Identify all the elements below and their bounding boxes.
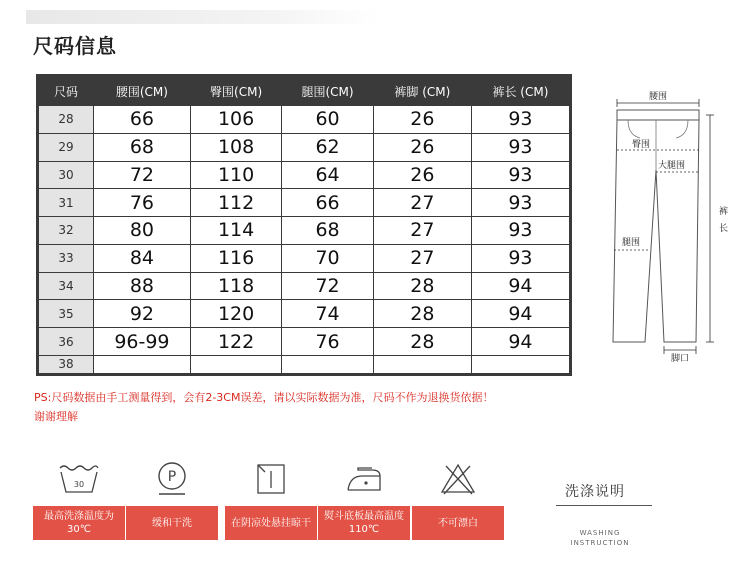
col-header-hem: 裤脚 (CM)	[374, 77, 471, 105]
care-label-hang-dry: 在阴凉处悬挂晾干	[225, 506, 317, 540]
wash-30-icon	[57, 462, 101, 496]
measurement-cell: 94	[472, 328, 569, 355]
measurement-cell	[191, 356, 281, 373]
care-label-iron: 熨斗底板最高温度110℃	[318, 506, 410, 540]
page-title: 尺码信息	[33, 34, 117, 58]
measurement-cell: 93	[472, 189, 569, 216]
measurement-cell: 84	[94, 245, 190, 272]
waist-label: 腰围	[648, 92, 668, 102]
measurement-cell: 28	[374, 273, 471, 300]
size-cell: 28	[39, 106, 93, 133]
top-decor-bar	[26, 10, 378, 24]
size-cell: 38	[39, 356, 93, 373]
measurement-cell: 68	[282, 217, 372, 244]
leg-label: 腿围	[622, 238, 641, 248]
measurement-cell: 106	[191, 106, 281, 133]
length-label-1: 裤	[719, 207, 729, 217]
measurement-cell: 108	[191, 134, 281, 161]
dry-clean-letter: P	[167, 469, 177, 485]
measurement-cell: 72	[282, 273, 372, 300]
measurement-cell: 64	[282, 162, 372, 189]
table-row	[39, 300, 569, 327]
care-item-no-bleach	[412, 460, 504, 540]
washing-title: 洗涤说明	[565, 484, 625, 500]
measurement-cell: 118	[191, 273, 281, 300]
care-label-wash: 最高洗涤温度为30℃	[33, 506, 125, 540]
no-bleach-icon	[438, 462, 478, 496]
care-item-iron	[318, 460, 410, 540]
measurement-cell: 27	[374, 217, 471, 244]
measurement-cell	[472, 356, 569, 373]
table-row	[39, 106, 569, 133]
table-row	[39, 245, 569, 272]
size-cell: 29	[39, 134, 93, 161]
measurement-cell	[374, 356, 471, 373]
size-cell: 34	[39, 273, 93, 300]
measurement-cell: 93	[472, 217, 569, 244]
size-cell: 35	[39, 300, 93, 327]
care-label-dry-clean: 缓和干洗	[126, 506, 218, 540]
table-row	[39, 162, 569, 189]
measurement-cell: 112	[191, 189, 281, 216]
measurement-cell: 93	[472, 245, 569, 272]
measurement-cell: 96-99	[94, 328, 190, 355]
size-cell: 33	[39, 245, 93, 272]
table-row	[39, 356, 569, 373]
measurement-cell: 28	[374, 328, 471, 355]
measurement-cell: 116	[191, 245, 281, 272]
col-header-size: 尺码	[39, 77, 93, 105]
measurement-cell	[282, 356, 372, 373]
hip-label: 臀围	[632, 140, 651, 150]
care-item-hang-dry	[225, 460, 317, 540]
col-header-waist: 腰围(CM)	[94, 77, 190, 105]
measurement-cell: 26	[374, 162, 471, 189]
care-label-no-bleach: 不可漂白	[412, 506, 504, 540]
measurement-cell: 93	[472, 162, 569, 189]
table-row	[39, 217, 569, 244]
iron-110-icon	[342, 462, 386, 496]
table-row	[39, 189, 569, 216]
measurement-cell: 66	[94, 106, 190, 133]
measurement-cell: 120	[191, 300, 281, 327]
measurement-cell: 70	[282, 245, 372, 272]
measurement-cell: 88	[94, 273, 190, 300]
wash-temp-text: 30	[73, 480, 85, 489]
measurement-cell: 28	[374, 300, 471, 327]
size-cell: 31	[39, 189, 93, 216]
measurement-cell: 80	[94, 217, 190, 244]
size-cell: 36	[39, 328, 93, 355]
measurement-cell: 93	[472, 134, 569, 161]
size-cell: 30	[39, 162, 93, 189]
length-label-2: 长	[719, 224, 729, 234]
care-item-dry-clean	[126, 460, 218, 540]
measurement-cell: 94	[472, 300, 569, 327]
washing-subtitle-en: WASHING INSTRUCTION	[570, 529, 630, 547]
table-row	[39, 134, 569, 161]
measurement-cell: 114	[191, 217, 281, 244]
care-item-wash	[33, 460, 125, 540]
measurement-cell: 74	[282, 300, 372, 327]
measurement-cell: 66	[282, 189, 372, 216]
measurement-cell: 68	[94, 134, 190, 161]
measurement-cell: 60	[282, 106, 372, 133]
pants-diagram	[600, 80, 730, 365]
gentle-dry-clean-icon	[152, 460, 192, 498]
size-cell: 32	[39, 217, 93, 244]
measurement-cell: 26	[374, 134, 471, 161]
measurement-cell: 27	[374, 189, 471, 216]
thigh-label: 大腿围	[658, 161, 686, 171]
measurement-cell: 72	[94, 162, 190, 189]
washing-divider	[556, 505, 652, 506]
shade-hang-dry-icon	[253, 462, 289, 496]
col-header-thigh: 腿围(CM)	[282, 77, 372, 105]
measurement-cell: 93	[472, 106, 569, 133]
measurement-cell: 94	[472, 273, 569, 300]
measurement-cell: 76	[94, 189, 190, 216]
measurement-note: PS:尺码数据由手工测量得到，会有2-3CM误差，请以实际数据为准，尺码不作为退换货依据！谢谢理解	[34, 391, 494, 423]
col-header-hip: 臀围(CM)	[191, 77, 281, 105]
measurement-cell: 110	[191, 162, 281, 189]
size-table	[36, 74, 572, 376]
table-row	[39, 273, 569, 300]
table-row	[39, 328, 569, 355]
col-header-length: 裤长 (CM)	[472, 77, 569, 105]
measurement-cell: 122	[191, 328, 281, 355]
measurement-cell: 76	[282, 328, 372, 355]
table-header-row	[39, 77, 569, 105]
hem-label: 脚口	[670, 354, 690, 364]
measurement-cell: 62	[282, 134, 372, 161]
measurement-cell: 26	[374, 106, 471, 133]
measurement-cell: 27	[374, 245, 471, 272]
measurement-cell	[94, 356, 190, 373]
measurement-cell: 92	[94, 300, 190, 327]
